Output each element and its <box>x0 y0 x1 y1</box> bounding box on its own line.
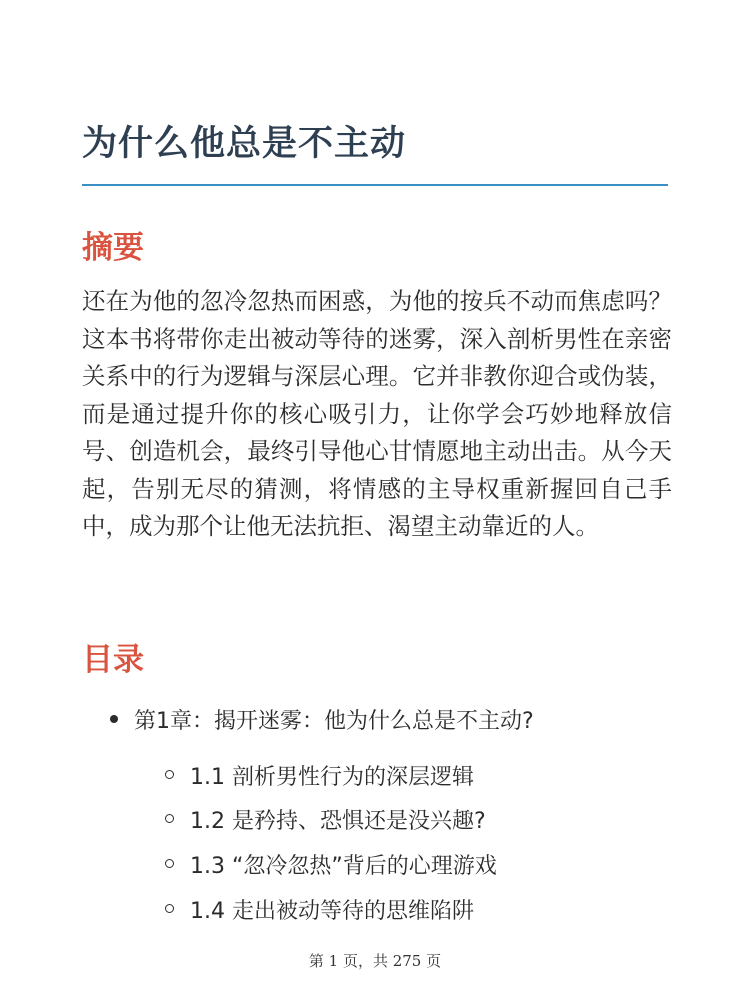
title-divider <box>82 184 668 186</box>
toc-section-label: 1.3 “忽冷忽热”背后的心理游戏 <box>190 854 497 879</box>
toc-section-label: 1.1 剖析男性行为的深层逻辑 <box>190 765 474 790</box>
toc-chapter-1-label: 第1章：揭开迷雾：他为什么总是不主动? <box>134 709 534 734</box>
hollow-bullet-icon <box>165 859 174 868</box>
toc-section-1-4 <box>190 894 474 925</box>
filled-bullet-icon <box>110 715 118 723</box>
toc-heading: 目录 <box>82 642 144 678</box>
hollow-bullet-icon <box>165 770 174 779</box>
toc-chapter-1 <box>134 704 534 735</box>
abstract-heading: 摘要 <box>82 230 144 266</box>
toc-section-label: 1.2 是矜持、恐惧还是没兴趣? <box>190 809 486 834</box>
page-title: 为什么他总是不主动 <box>82 124 407 164</box>
toc-section-label: 1.4 走出被动等待的思维陷阱 <box>190 899 474 924</box>
toc-section-1-3 <box>190 849 497 880</box>
toc-section-1-1 <box>190 760 474 791</box>
abstract-paragraph: 还在为他的忽冷忽热而困惑，为他的按兵不动而焦虑吗？这本书将带你走出被动等待的迷雾，深入剖析男性在亲密关系中的行为逻辑与深层心理。它并非教你迎合或伪装，而是通过提升你的核心吸引力，让你学会巧妙地释放信号、创造机会，最终引导他心甘情愿地主动出击。从今天起，告别无尽的猜测，将情感的主导权重新握回自己手中，成为那个让他无法抗拒、渴望主动靠近的人。 <box>82 287 672 540</box>
hollow-bullet-icon <box>165 814 174 823</box>
toc-section-1-2 <box>190 804 486 835</box>
page-footer: 第 1 页，共 275 页 <box>308 952 442 970</box>
hollow-bullet-icon <box>165 904 174 913</box>
